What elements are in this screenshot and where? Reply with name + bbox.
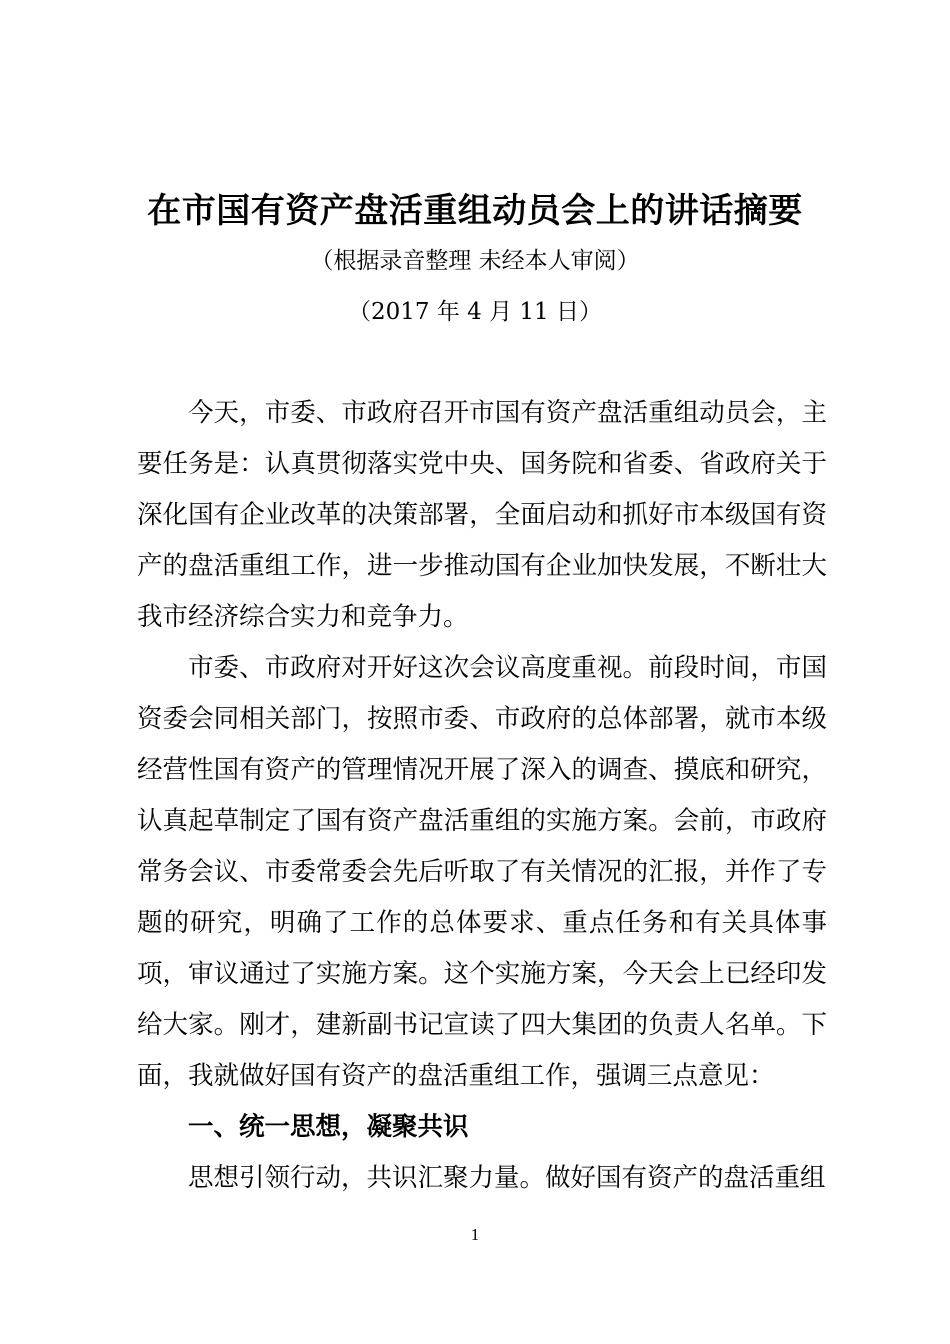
document-body — [137, 388, 827, 1204]
document-note: （根据录音整理 未经本人审阅） — [310, 248, 640, 274]
page-number: 1 — [470, 1225, 480, 1244]
paragraph: 市委、市政府对开好这次会议高度重视。前段时间，市国资委会同相关部门，按照市委、市政府的总体部署，就市本级经营性国有资产的管理情况开展了深入的调查、摸底和研究，认真起草制定了国有资产盘活重组的实施方案。会前，市政府常务会议、市委常委会先后听取了有关情况的汇报，并作了专题的研究，明确了工作的总体要求、重点任务和有关具体事项，审议通过了实施方案。这个实施方案，今天会上已经印发给大家。刚才，建新副书记宣读了四大集团的负责人名单。下面，我就做好国有资产的盘活重组工作，强调三点意见： — [137, 653, 827, 1091]
paragraph: 今天，市委、市政府召开市国有资产盘活重组动员会，主要任务是：认真贯彻落实党中央、国务院和省委、省政府关于深化国有企业改革的决策部署，全面启动和抓好市本级国有资产的盘活重组工作，进一步推动国有企业加快发展，不断壮大我市经济综合实力和竞争力。 — [137, 398, 827, 632]
document-date: （2017 年 4 月 11 日） — [348, 299, 602, 325]
paragraph: 思想引领行动，共识汇聚力量。做好国有资产的盘活重组 — [188, 1163, 826, 1193]
section-heading: 一、统一思想，凝聚共识 — [188, 1112, 469, 1142]
document-title: 在市国有资产盘活重组动员会上的讲话摘要 — [147, 191, 803, 231]
